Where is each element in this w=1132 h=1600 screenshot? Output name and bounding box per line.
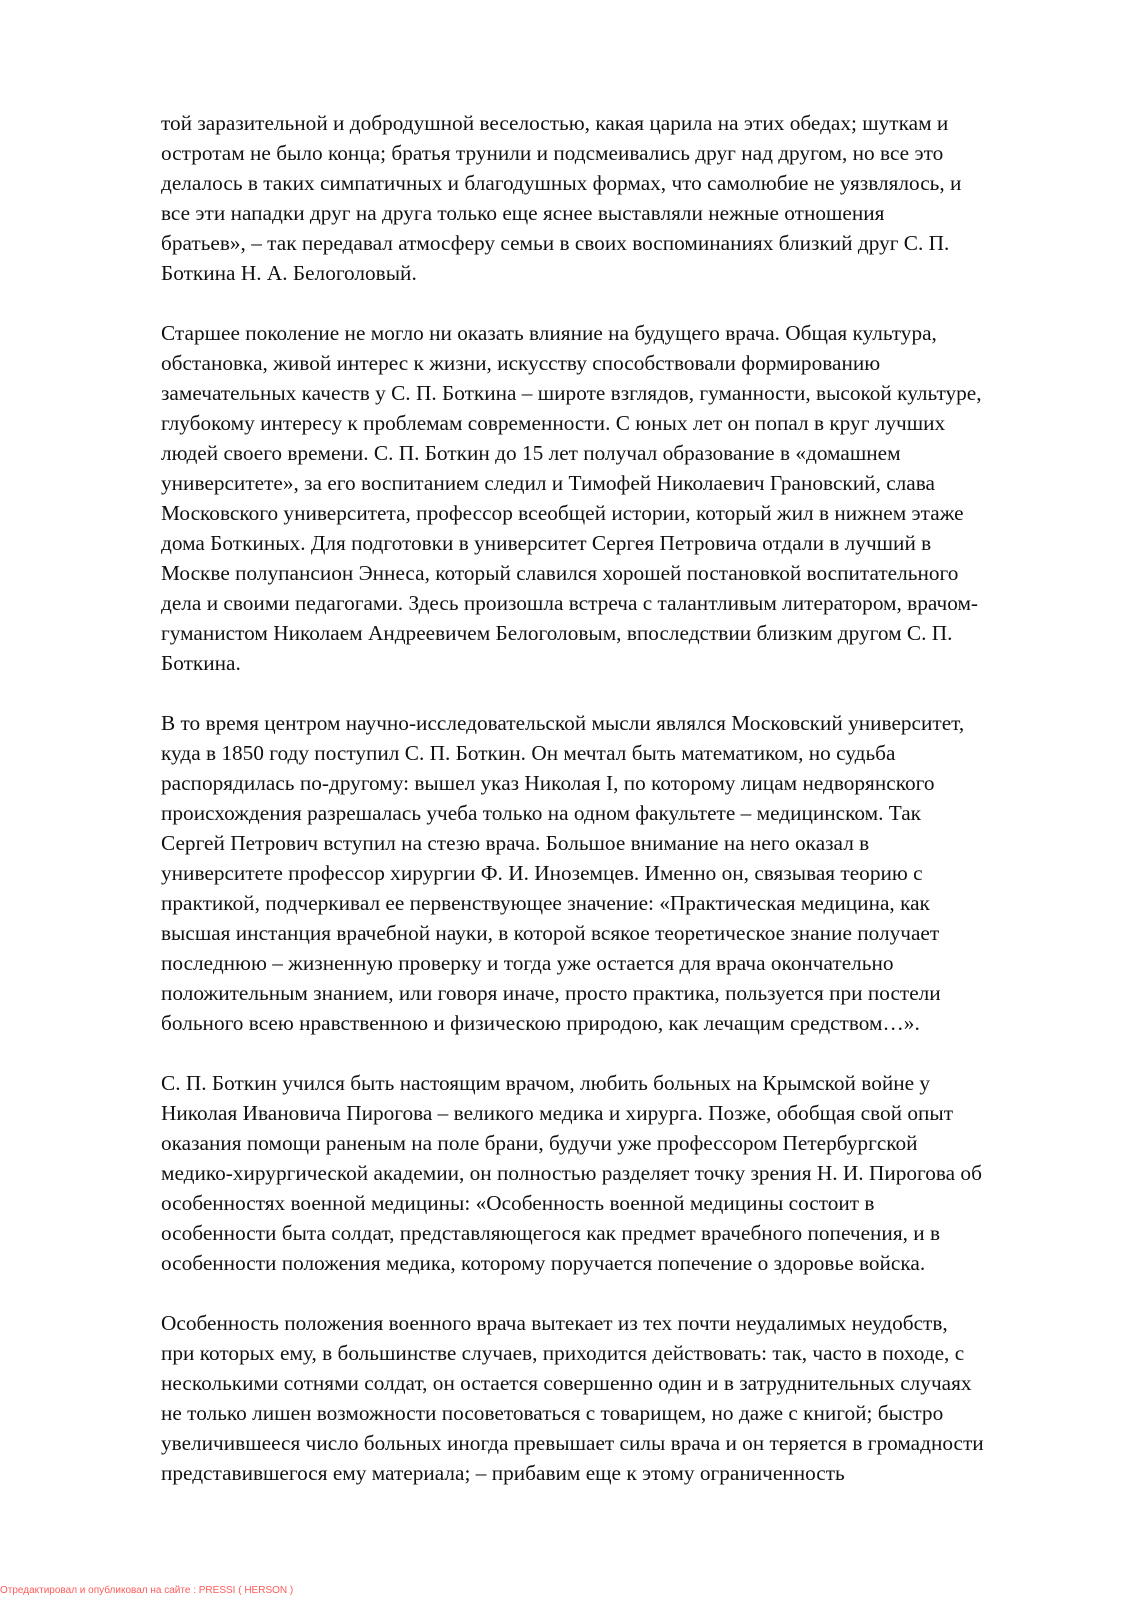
paragraph bbox=[161, 1308, 1061, 1488]
paragraph bbox=[161, 1068, 1061, 1278]
text-line: куда в 1850 году поступил С. П. Боткин. Он мечтал быть математиком, но судьба bbox=[161, 741, 896, 765]
text-line: при которых ему, в большинстве случаев, приходится действовать: так, часто в походе, с bbox=[161, 1341, 965, 1365]
text-line: Николая Ивановича Пирогова – великого медика и хирурга. Позже, обобщая свой опыт bbox=[161, 1101, 954, 1125]
text-line: происхождения разрешалась учеба только на одном факультете – медицинском. Так bbox=[161, 801, 922, 825]
text-line: дома Боткиных. Для подготовки в университет Сергея Петровича отдали в лучший в bbox=[161, 531, 932, 555]
text-line: Сергей Петрович вступил на стезю врача. Большое внимание на него оказал в bbox=[161, 831, 870, 855]
text-line: особенностях военной медицины: «Особенность военной медицины состоит в bbox=[161, 1191, 875, 1215]
text-line: больного всею нравственною и физическою природою, как лечащим средством…». bbox=[161, 1011, 920, 1035]
text-line: все эти нападки друг на друга только еще яснее выставляли нежные отношения bbox=[161, 201, 885, 225]
text-line: С. П. Боткин учился быть настоящим врачом, любить больных на Крымской войне у bbox=[161, 1071, 931, 1095]
paragraph bbox=[161, 318, 1061, 678]
text-line: гуманистом Николаем Андреевичем Белоголовым, впоследствии близким другом С. П. bbox=[161, 621, 953, 645]
text-line: Боткина Н. А. Белоголовый. bbox=[161, 261, 417, 285]
paragraph bbox=[161, 108, 1061, 288]
text-line: братьев», – так передавал атмосферу семьи в своих воспоминаниях близкий друг С. П. bbox=[161, 231, 950, 255]
text-line: Москве полупансион Эннеса, который славился хорошей постановкой воспитательного bbox=[161, 561, 959, 585]
footer-credit: Отредактировал и опубликовал на сайте : PRESSI ( HERSON ) bbox=[0, 1585, 294, 1596]
text-line: последнюю – жизненную проверку и тогда уже остается для врача окончательно bbox=[161, 951, 894, 975]
text-line: замечательных качеств у С. П. Боткина – широте взглядов, гуманности, высокой культуре, bbox=[161, 381, 982, 405]
text-line: положительным знанием, или говоря иначе, просто практика, пользуется при постели bbox=[161, 981, 941, 1005]
text-line: представившегося ему материала; – прибавим еще к этому ограниченность bbox=[161, 1461, 845, 1485]
text-line: университете профессор хирургии Ф. И. Иноземцев. Именно он, связывая теорию с bbox=[161, 861, 923, 885]
text-line: не только лишен возможности посоветоваться с товарищем, но даже с книгой; быстро bbox=[161, 1401, 944, 1425]
text-line: особенности быта солдат, представляющегося как предмет врачебного попечения, и в bbox=[161, 1221, 941, 1245]
paragraph bbox=[161, 708, 1061, 1038]
text-line: медико-хирургической академии, он полностью разделяет точку зрения Н. И. Пирогова об bbox=[161, 1161, 982, 1185]
text-line: особенности положения медика, которому поручается попечение о здоровье войска. bbox=[161, 1251, 926, 1275]
text-line: Особенность положения военного врача вытекает из тех почти неудалимых неудобств, bbox=[161, 1311, 948, 1335]
text-line: оказания помощи раненым на поле брани, будучи уже профессором Петербургской bbox=[161, 1131, 918, 1155]
text-line: делалось в таких симпатичных и благодушных формах, что самолюбие не уязвлялось, и bbox=[161, 171, 962, 195]
text-line: Старшее поколение не могло ни оказать влияние на будущего врача. Общая культура, bbox=[161, 321, 937, 345]
text-line: той заразительной и добродушной веселостью, какая царила на этих обедах; шуткам и bbox=[161, 111, 949, 135]
text-line: Боткина. bbox=[161, 651, 241, 675]
text-line: Московского университета, профессор всеобщей истории, который жил в нижнем этаже bbox=[161, 501, 964, 525]
text-line: остротам не было конца; братья трунили и подсмеивались друг над другом, но все это bbox=[161, 141, 944, 165]
text-line: несколькими сотнями солдат, он остается совершенно один и в затруднительных случаях bbox=[161, 1371, 972, 1395]
text-line: увеличившееся число больных иногда превышает силы врача и он теряется в громадности bbox=[161, 1431, 984, 1455]
text-line: высшая инстанция врачебной науки, в которой всякое теоретическое знание получает bbox=[161, 921, 940, 945]
text-line: людей своего времени. С. П. Боткин до 15 лет получал образование в «домашнем bbox=[161, 441, 901, 465]
text-line: глубокому интересу к проблемам современности. С юных лет он попал в круг лучших bbox=[161, 411, 946, 435]
text-line: практикой, подчеркивал ее первенствующее значение: «Практическая медицина, как bbox=[161, 891, 930, 915]
text-line: дела и своими педагогами. Здесь произошла встреча с талантливым литератором, врачом- bbox=[161, 591, 979, 615]
text-line: обстановка, живой интерес к жизни, искусству способствовали формированию bbox=[161, 351, 881, 375]
document-body bbox=[161, 108, 1061, 1518]
text-line: университете», за его воспитанием следил и Тимофей Николаевич Грановский, слава bbox=[161, 471, 935, 495]
text-line: распорядилась по-другому: вышел указ Николая I, по которому лицам недворянского bbox=[161, 771, 935, 795]
text-line: В то время центром научно-исследовательской мысли являлся Московский университет, bbox=[161, 711, 965, 735]
